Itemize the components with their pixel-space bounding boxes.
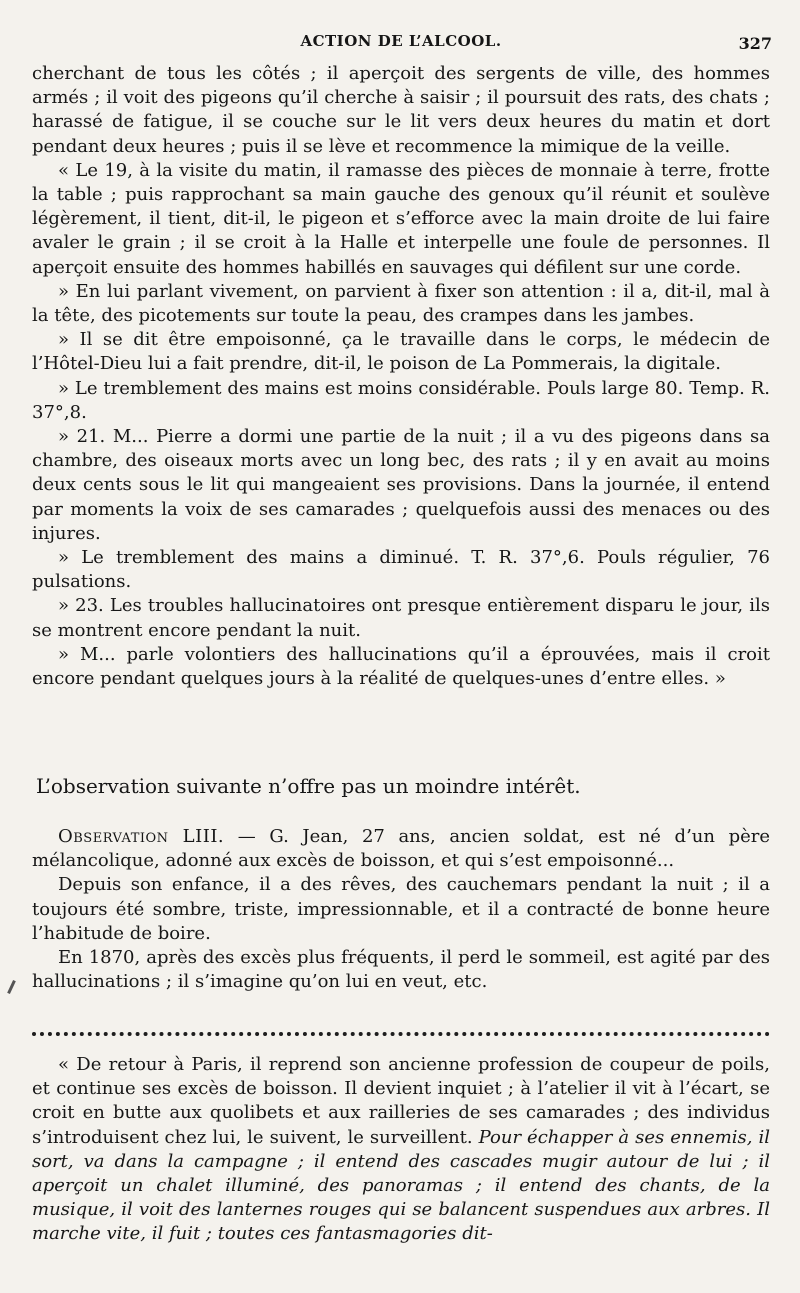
paragraph: « Le 19, à la visite du matin, il ramasse des pièces de monnaie à terre, frotte la table ; puis rapprochant sa main gauche des genoux qu’il réunit et soulève légèrement, il tient, dit-il, le pigeon et s’efforce avec la main droite de lui faire avaler le grain ; il se croit à la Halle et interpelle une foule de personnes. Il aperçoit ensuite des hommes habillés en sauvages qui défilent sur une corde.: [32, 159, 770, 278]
paragraph: » Il se dit être empoisonné, ça le travaille dans le corps, le médecin de l’Hôtel-Dieu lui a fait prendre, dit-il, le poison de La Pommerais, la digitale.: [32, 329, 770, 375]
paragraph: » En lui parlant vivement, on parvient à fixer son attention : il a, dit-il, mal à la tête, des picotements sur toute la peau, des crampes dans les jambes.: [32, 280, 770, 327]
paragraph: » 23. Les troubles hallucinatoires ont presque entièrement disparu le jour, ils se montrent encore pendant la nuit.: [32, 595, 770, 641]
paragraph: » Le tremblement des mains est moins considérable. Pouls large 80. Temp. R. 37°,8.: [32, 377, 770, 423]
paragraph: » Le tremblement des mains a diminué. T. R. 37°,6. Pouls régulier, 76 pulsations.: [32, 547, 770, 593]
paragraph: Depuis son enfance, il a des rêves, des cauchemars pendant la nuit ; il a toujours été sombre, triste, impressionnable, et il a contracté de bonne heure l’habitude de boire.: [32, 874, 770, 944]
running-title: ACTION DE L’ALCOOL.: [300, 32, 502, 50]
paragraph: » 21. M... Pierre a dormi une partie de la nuit ; il a vu des pigeons dans sa chambre, des oiseaux morts avec un long bec, des rats ; il y en avait au moins deux cents sous le lit qui mangeaient ses provisions. Dans la journée, il entend par moments la voix de ses camarades ; quelquefois aussi des menaces ou des injures.: [32, 426, 770, 544]
paragraph: » M... parle volontiers des hallucinations qu’il a éprouvées, mais il croit encore pendant quelques jours à la réalité de quelques-unes d’entre elles. »: [32, 643, 770, 690]
observation-block: [32, 825, 770, 994]
final-paragraph: [32, 1053, 770, 1247]
margin-mark: [7, 980, 16, 994]
paragraph: cherchant de tous les côtés ; il aperçoit des sergents de ville, des hommes armés ; il voit des pigeons qu’il cherche à saisir ; il poursuit des rats, des chats ; harassé de fatigue, il se couche sur le lit vers deux heures du matin et dort pendant deux heures ; puis il se lève et recommence la mimique de la veille.: [32, 63, 770, 157]
observation-intro: [32, 825, 770, 873]
lead-sentence-block: [32, 773, 770, 799]
observation-intro-text: — G. Jean, 27 ans, ancien soldat, est né d’un père mélancolique, adonné aux excès de boisson, et qui s’est empoisonné...: [32, 826, 771, 872]
paragraph: En 1870, après des excès plus fréquents, il perd le sommeil, est agité par des hallucinations ; il s’imagine qu’on lui en veut, etc.: [32, 947, 770, 993]
final-italic-text: Pour échapper à ses ennemis, il sort, va dans la campagne ; il entend des cascades mugir autour de lui ; il aperçoit un chalet illuminé, des panoramas ; il entend des chants, de la musique, il voit des lanternes rouges qui se balancent suspendues aux arbres. Il marche vite, il fuit ; toutes ces fantasmagories dit-: [32, 1126, 771, 1245]
observation-heading: Observation LIII.: [58, 826, 225, 847]
case-continuation: [32, 62, 770, 691]
page-header: [30, 30, 772, 56]
page-number: 327: [738, 34, 772, 53]
dotted-separator: [32, 1020, 770, 1036]
final-roman-text: « De retour à Paris, il reprend son ancienne profession de coupeur de poils, et continue ses excès de boisson. Il devient inquiet ; à l’atelier il vit à l’écart, se croit en butte aux quolibets et aux railleries de ses camarades ; des individus s’introduisent chez lui, le suivent, le surveillent.: [32, 1054, 770, 1148]
final-block: [32, 1053, 770, 1247]
lead-sentence: L’observation suivante n’offre pas un moindre intérêt.: [36, 774, 581, 798]
